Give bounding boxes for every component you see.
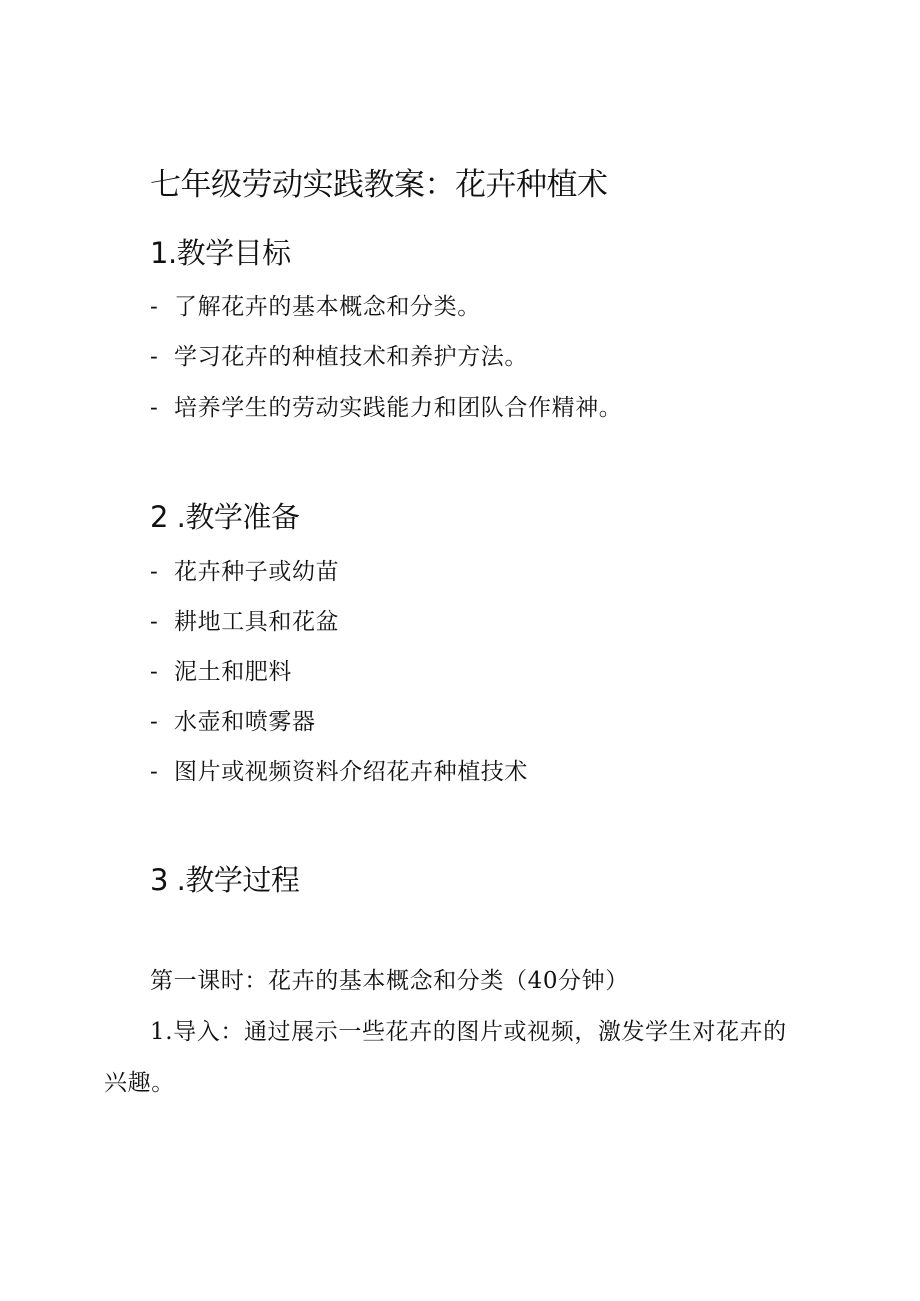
list-item-text: 泥土和肥料 — [174, 659, 292, 685]
bullet-dash: - — [150, 659, 159, 685]
bullet-dash: - — [150, 609, 159, 635]
list-item — [150, 611, 339, 634]
list-item — [150, 711, 316, 734]
list-item-text: 图片或视频资料介绍花卉种植技术 — [174, 759, 528, 785]
list-item-text: 学习花卉的种植技术和养护方法。 — [174, 344, 528, 370]
list-item-text: 水壶和喷雾器 — [174, 709, 316, 735]
list-item — [150, 346, 528, 369]
bullet-dash: - — [150, 559, 159, 585]
bullet-dash: - — [150, 344, 159, 370]
section-heading-preparation: 2 .教学准备 — [150, 500, 300, 534]
list-item-text: 培养学生的劳动实践能力和团队合作精神。 — [174, 395, 623, 421]
list-item-text: 耕地工具和花盆 — [174, 609, 340, 635]
list-item-text: 了解花卉的基本概念和分类。 — [174, 294, 481, 320]
list-item — [150, 561, 339, 584]
section-heading-objectives: 1.教学目标 — [150, 236, 291, 270]
bullet-dash: - — [150, 709, 159, 735]
list-item — [150, 761, 528, 784]
list-item-text: 花卉种子或幼苗 — [174, 559, 340, 585]
section-heading-process: 3 .教学过程 — [150, 863, 300, 897]
bullet-dash: - — [150, 294, 159, 320]
bullet-dash: - — [150, 395, 159, 421]
list-item — [150, 296, 481, 319]
document-title: 七年级劳动实践教案：花卉种植术 — [150, 167, 608, 203]
lesson-period-line: 第一课时：花卉的基本概念和分类（40分钟） — [150, 968, 629, 994]
intro-paragraph-line: 1.导入：通过展示一些花卉的图片或视频，激发学生对花卉的 — [150, 1019, 787, 1045]
intro-paragraph-line: 兴趣。 — [104, 1070, 175, 1096]
bullet-dash: - — [150, 759, 159, 785]
list-item — [150, 661, 292, 684]
list-item — [150, 397, 622, 420]
